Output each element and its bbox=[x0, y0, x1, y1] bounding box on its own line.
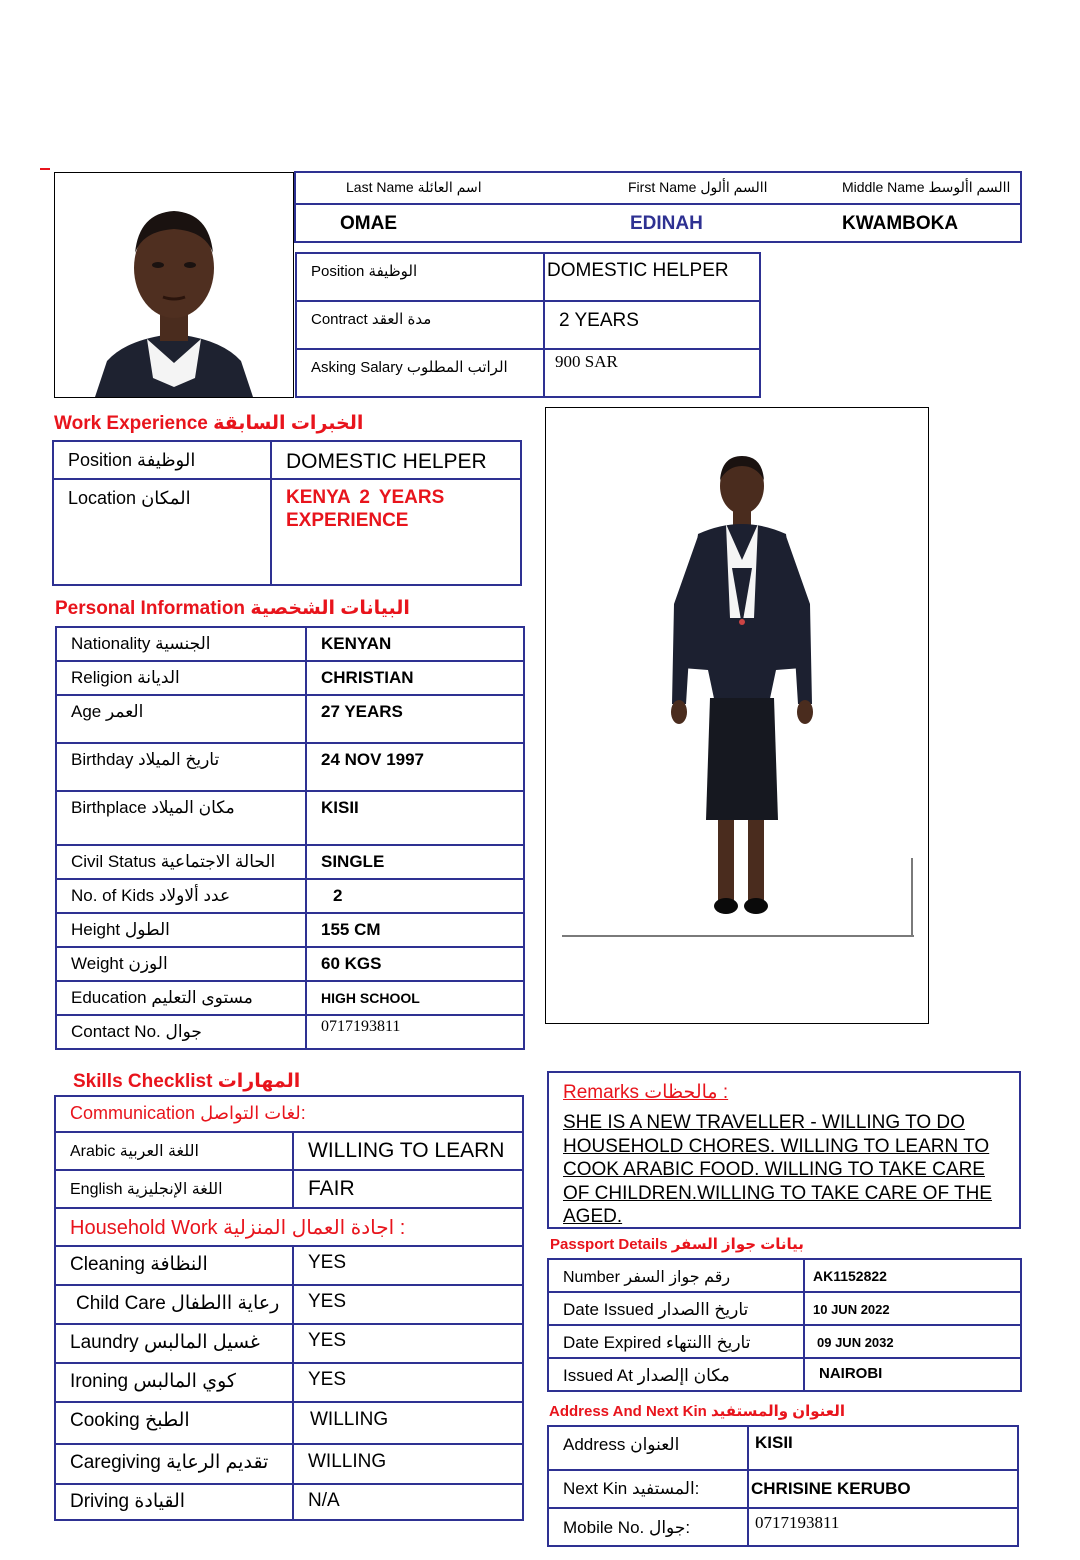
passport-title: Passport Details بيانات جواز السفر bbox=[550, 1236, 804, 1253]
ironing-label: Ironing كوي المالبس bbox=[55, 1363, 293, 1402]
face-portrait-image bbox=[55, 173, 293, 397]
last-name-value: OMAE bbox=[295, 204, 588, 242]
passport-row bbox=[548, 1358, 1021, 1391]
kids-value: 2 bbox=[306, 879, 524, 913]
personal-info-title: Personal Information البيانات الشخصية bbox=[55, 598, 410, 619]
face-photo bbox=[54, 172, 294, 398]
personal-row bbox=[56, 695, 524, 743]
skill-row bbox=[55, 1444, 523, 1484]
we-position-value: DOMESTIC HELPER bbox=[271, 441, 521, 479]
civil-status-value: SINGLE bbox=[306, 845, 524, 879]
age-value: 27 YEARS bbox=[306, 695, 524, 743]
contact-label: Contact No. جوال bbox=[56, 1015, 306, 1049]
education-label: Education مستوى التعليم bbox=[56, 981, 306, 1015]
skills-title: Skills Checklist المهارات bbox=[73, 1071, 301, 1092]
we-location-label: Location المكان bbox=[53, 479, 271, 585]
contract-value: 2 YEARS bbox=[544, 301, 760, 349]
job-table bbox=[295, 252, 761, 398]
religion-value: CHRISTIAN bbox=[306, 661, 524, 695]
laundry-value: YES bbox=[293, 1324, 523, 1363]
middle-name-label: Middle Name االسم األوسط bbox=[828, 172, 1021, 204]
ironing-value: YES bbox=[293, 1363, 523, 1402]
civil-status-label: Civil Status الحالة الاجتماعية bbox=[56, 845, 306, 879]
religion-label: Religion الديانة bbox=[56, 661, 306, 695]
skill-row bbox=[55, 1402, 523, 1444]
passport-number-value: AK1152822 bbox=[804, 1259, 1021, 1292]
weight-label: Weight الوزن bbox=[56, 947, 306, 981]
last-name-label: Last Name اسم العائلة bbox=[295, 172, 588, 204]
personal-row bbox=[56, 981, 524, 1015]
personal-info-table bbox=[55, 626, 525, 1050]
name-table bbox=[294, 171, 1022, 243]
skills-table bbox=[54, 1095, 524, 1521]
personal-row bbox=[56, 879, 524, 913]
remarks-text: SHE IS A NEW TRAVELLER - WILLING TO DO HOUSEHOLD CHORES. WILLING TO LEARN TO COOK ARABIC FOOD. WILLING TO TAKE CARE OF CHILDREN.WILLING TO TAKE CARE OF THE AGED. bbox=[563, 1112, 992, 1227]
education-value: HIGH SCHOOL bbox=[306, 981, 524, 1015]
personal-row bbox=[56, 913, 524, 947]
remarks-title: Remarks مالحظات : bbox=[563, 1082, 729, 1103]
work-experience-title: Work Experience الخبرات السابقة bbox=[54, 413, 364, 434]
personal-row bbox=[56, 743, 524, 791]
household-label: Household Work اجادة العمال المنزلية : bbox=[55, 1208, 523, 1246]
address-value: KISII bbox=[748, 1426, 1018, 1470]
nationality-value: KENYAN bbox=[306, 627, 524, 661]
birthplace-label: Birthplace مكان الميلاد bbox=[56, 791, 306, 845]
personal-row bbox=[56, 947, 524, 981]
passport-row bbox=[548, 1325, 1021, 1358]
personal-row bbox=[56, 1015, 524, 1049]
english-value: FAIR bbox=[293, 1170, 523, 1208]
work-experience-table bbox=[52, 440, 522, 586]
salary-value: 900 SAR bbox=[544, 349, 760, 397]
issued-at-value: NAIROBI bbox=[804, 1358, 1021, 1391]
skill-row bbox=[55, 1484, 523, 1520]
child-care-label: Child Care رعاية االطفال bbox=[55, 1285, 293, 1324]
personal-row bbox=[56, 627, 524, 661]
arabic-label: Arabic اللغة العربية bbox=[55, 1132, 293, 1170]
birthplace-value: KISII bbox=[306, 791, 524, 845]
date-expired-label: Date Expired تاريخ االنتهاء bbox=[548, 1325, 804, 1358]
mobile-value: 0717193811 bbox=[748, 1508, 1018, 1546]
we-position-label: Position الوظيفة bbox=[53, 441, 271, 479]
remarks-box bbox=[547, 1071, 1021, 1229]
weight-value: 60 KGS bbox=[306, 947, 524, 981]
corner-mark bbox=[40, 168, 50, 170]
passport-row bbox=[548, 1259, 1021, 1292]
personal-row bbox=[56, 791, 524, 845]
cooking-value: WILLING bbox=[293, 1402, 523, 1444]
cooking-label: Cooking الطبخ bbox=[55, 1402, 293, 1444]
mobile-label: Mobile No. جوال: bbox=[548, 1508, 748, 1546]
next-kin-label: Next Kin المستفيد: bbox=[548, 1470, 748, 1508]
birthday-value: 24 NOV 1997 bbox=[306, 743, 524, 791]
personal-row bbox=[56, 661, 524, 695]
english-label: English اللغة الإنجليزية bbox=[55, 1170, 293, 1208]
position-value: DOMESTIC HELPER bbox=[544, 253, 760, 301]
we-location-value: KENYA 2 YEARS EXPERIENCE bbox=[271, 479, 521, 585]
cleaning-label: Cleaning النظافة bbox=[55, 1246, 293, 1285]
height-label: Height الطول bbox=[56, 913, 306, 947]
issued-at-label: Issued At مكان اإلصدار bbox=[548, 1358, 804, 1391]
address-label: Address العنوان bbox=[548, 1426, 748, 1470]
position-label: Position الوظيفة bbox=[296, 253, 544, 301]
salary-label: Asking Salary الراتب المطلوب bbox=[296, 349, 544, 397]
birthday-label: Birthday تاريخ الميلاد bbox=[56, 743, 306, 791]
caregiving-value: WILLING bbox=[293, 1444, 523, 1484]
skill-row bbox=[55, 1363, 523, 1402]
first-name-label: First Name االسم األول bbox=[588, 172, 828, 204]
address-table bbox=[547, 1425, 1019, 1547]
middle-name-value: KWAMBOKA bbox=[828, 204, 1021, 242]
passport-table bbox=[547, 1258, 1022, 1392]
contact-value: 0717193811 bbox=[306, 1015, 524, 1049]
next-kin-value: CHRISINE KERUBO bbox=[748, 1470, 1018, 1508]
kids-label: No. of Kids عدد ألاولاد bbox=[56, 879, 306, 913]
caregiving-label: Caregiving تقديم الرعاية bbox=[55, 1444, 293, 1484]
arabic-value: WILLING TO LEARN bbox=[293, 1132, 523, 1170]
skill-row bbox=[55, 1285, 523, 1324]
skill-row bbox=[55, 1246, 523, 1285]
cleaning-value: YES bbox=[293, 1246, 523, 1285]
laundry-label: Laundry غسيل المالبس bbox=[55, 1324, 293, 1363]
personal-row bbox=[56, 845, 524, 879]
communication-label: Communication لغات التواصل: bbox=[55, 1096, 523, 1132]
full-body-photo bbox=[545, 407, 929, 1024]
contract-label: Contract مدة العقد bbox=[296, 301, 544, 349]
height-value: 155 CM bbox=[306, 913, 524, 947]
skill-row bbox=[55, 1324, 523, 1363]
date-expired-value: 09 JUN 2032 bbox=[804, 1325, 1021, 1358]
driving-label: Driving القيادة bbox=[55, 1484, 293, 1520]
full-body-image bbox=[546, 408, 928, 1023]
address-title: Address And Next Kin العنوان والمستفيد bbox=[549, 1403, 845, 1420]
child-care-value: YES bbox=[293, 1285, 523, 1324]
driving-value: N/A bbox=[293, 1484, 523, 1520]
date-issued-label: Date Issued تاريخ االصدار bbox=[548, 1292, 804, 1325]
passport-number-label: Number رقم جواز السفر bbox=[548, 1259, 804, 1292]
first-name-value: EDINAH bbox=[588, 204, 828, 242]
date-issued-value: 10 JUN 2022 bbox=[804, 1292, 1021, 1325]
nationality-label: Nationality الجنسية bbox=[56, 627, 306, 661]
passport-row bbox=[548, 1292, 1021, 1325]
age-label: Age العمر bbox=[56, 695, 306, 743]
